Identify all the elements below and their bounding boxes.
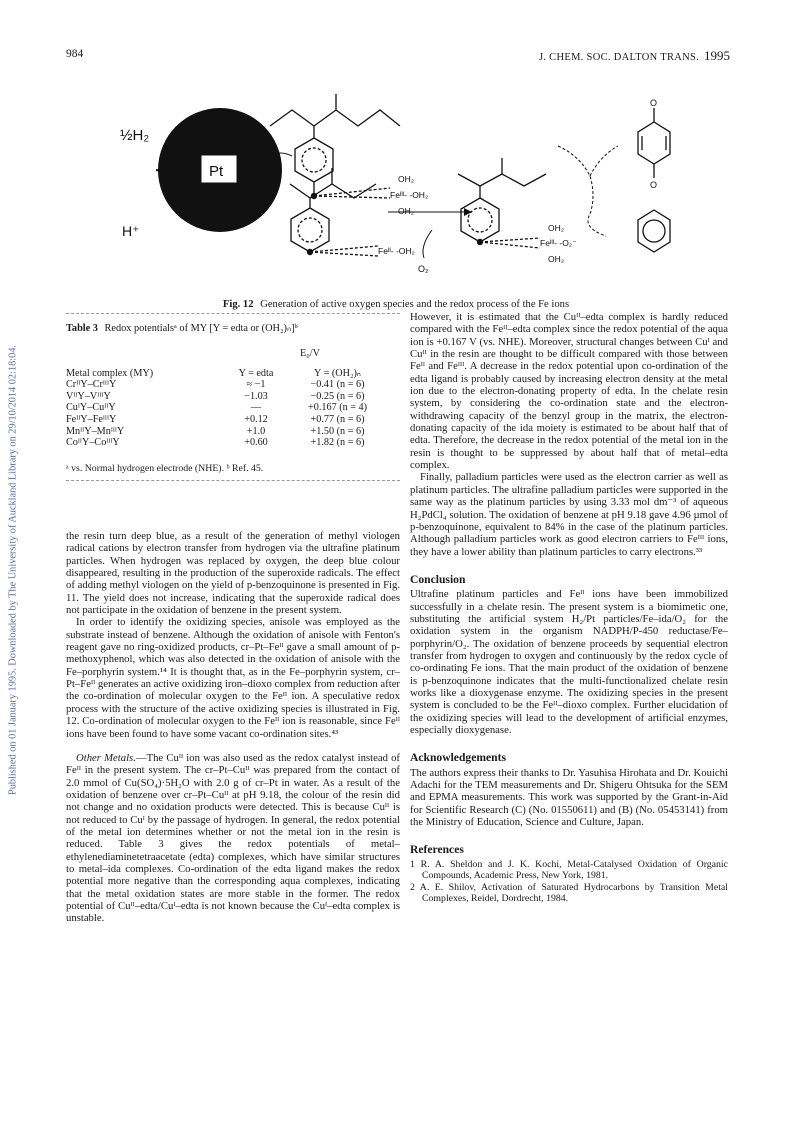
- table-bottom-rule: [66, 480, 400, 481]
- running-header: [539, 48, 730, 64]
- fe2-label: Feᴵᴵ- -OH₂: [378, 246, 415, 256]
- reference-item: 2 A. E. Shilov, Activation of Saturated Hydrocarbons by Transition Metal Complexes, Reidel, Dordrecht, 1984.: [410, 881, 728, 904]
- paragraph: In order to identify the oxidizing species, anisole was employed as the substrate instead of benzene. Although the oxidation of anisole with Fenton's reagent gave no ring-oxidized products, cr–Pt–Feᴵᴵ gave a small amount of p-methoxyphenol, which was also detected in the oxidation of anisole with the Fe–porphyrin system.¹⁴ It is thought that, as in the Fe–porphyrin system, cr–Pt–Feᴵᴵ generates an active oxidizing iron–dioxo complex from reduction after the co-ordination of molecular oxygen to the Feᴵᴵ ion. A speculative redox process with the structure of the active oxidizing species is illustrated in Fig. 12. Co-ordination of molecular oxygen to the Feᴵᴵ ion is reasonable, since Feᴵᴵ ions have been found to have some vacant co-ordination sites.⁴³: [66, 616, 400, 740]
- figure-caption-text: Generation of active oxygen species and the redox process of the Fe ions: [260, 299, 570, 310]
- resin-top: [270, 94, 400, 198]
- table-cell: FeᴵᴵY–FeᴵᴵᴵY: [66, 413, 117, 425]
- benzoquinone-structure: [638, 108, 670, 178]
- table-cell: VᴵᴵY–VᴵᴵᴵY: [66, 390, 111, 402]
- paragraph: the resin turn deep blue, as a result of the generation of methyl viologen radical cations by electron transfer from hydrogen via the ultrafine platinum particles. When hydrogen was replaced by oxygen, the deep blue colour disappeared, resulting in the production of the superoxide radicals. The effect of adding methyl viologen on the yield of p-benzoquinone is presented in Fig. 11. The yield does not increase, indicating that the superoxide radical does not participate in the oxidation of benzene in the present system.: [66, 530, 400, 617]
- paragraph: Finally, palladium particles were used as the electron carrier as well as platinum particles. The ultrafine palladium particles were supported in the same way as the platinum particles by using 3.33 mol dm⁻³ of aqueous H₂PdCl₄ solution. The oxidation of benzene at pH 9.18 gave 4.96 µmol of p-benzoquinone, equivalent to 84% in the case of the platinum particles. Although palladium particles work as good electron carriers to Feᴵᴵᴵ ions, they have a lower ability than platinum particles to carry electrons.³³: [410, 471, 728, 558]
- resin-bottom-right: [458, 158, 546, 248]
- column-header: Y = edta: [238, 367, 274, 379]
- right-column: [410, 311, 728, 904]
- table-cell: +0.60: [244, 437, 268, 449]
- table-cell: +1.50 (n = 6): [310, 425, 365, 437]
- table-header-row: [66, 368, 373, 380]
- fe3-right-label: Feᴵᴵᴵ- -O₂⁻: [540, 238, 577, 248]
- conclusion-heading: Conclusion: [410, 572, 466, 586]
- table-cell: CrᴵᴵY–CrᴵᴵᴵY: [66, 379, 117, 391]
- oh2-label: OH₂: [398, 206, 415, 216]
- table-row: [66, 437, 373, 449]
- table-cell: CoᴵᴵY–CoᴵᴵᴵY: [66, 437, 120, 449]
- resin-bottom-left: [290, 168, 378, 256]
- hplus-label: H⁺: [122, 223, 140, 239]
- subsection-title: Other Metals.: [76, 751, 136, 764]
- table-label: Table 3: [66, 323, 98, 334]
- table-cell: +0.167 (n = 4): [308, 402, 368, 414]
- pt-particle: [156, 108, 282, 232]
- table-row: [66, 402, 373, 414]
- acknowledgements-paragraph: The authors express their thanks to Dr. Yasuhisa Hirohata and Dr. Kouichi Adachi for the TEM measurements and Dr. Shigeru Ohtsuka for the SEM and EPMA measurements. This work was supported by the Grant-in-Aid for Scientific Research (C) (No. 01550611) and (B) (No. 05453141) from the Ministry of Education, Science and Culture, Japan.: [410, 766, 728, 829]
- table-row: [66, 391, 373, 403]
- references-heading: References: [410, 843, 464, 857]
- watermark-text: Published on 01 January 1995. Downloaded by The University of Auckland Library on 29/10/2014 02:18:04.: [7, 345, 19, 795]
- table-cell: +1.82 (n = 6): [310, 437, 365, 449]
- conclusion-paragraph: Ultrafine platinum particles and Feᴵᴵ ions have been immobilized successfully in a chelate resin. The present system is a biomimetic one, substituting the artificial system H₂/Pt particles/Fe–ida/O₂ for the oxidation system in the organism NADPH/P-450 reductase/Fe–porphyrin/O₂. The oxidation of benzene proceeds by sequential electron transfer from hydrogen to oxygen and continuously by the redox cycle of co-ordinating Fe ions. That the main product of the oxidation of benzene is p-benzoquinone indicates that the multi-functionalized chelate resin works like a dioxygenase enzyme. The oxidizing species in the present system is concluded to be the Feᴵᴵ–dioxo complex. Further elucidation of the oxidizing species will lead to the development of artificial enzymes, especially dioxygenase.: [410, 588, 728, 736]
- table-cell: MnᴵᴵY–MnᴵᴵᴵY: [66, 425, 125, 437]
- table-cell: CuᴵY–CuᴵᴵY: [66, 402, 116, 414]
- table-top-rule: [66, 313, 400, 314]
- table-cell: ≈ −1: [246, 379, 266, 391]
- table-footnote: ᵃ vs. Normal hydrogen electrode (NHE). ᵇ Ref. 45.: [66, 463, 264, 474]
- figure-label: Fig. 12: [222, 299, 254, 310]
- table-title: [66, 322, 298, 334]
- oh2-label: OH₂: [548, 223, 565, 233]
- download-watermark: [6, 220, 20, 920]
- redox-potential-table: [66, 348, 373, 449]
- table-header-row: [66, 348, 373, 360]
- benzene-structure: [638, 210, 670, 252]
- table-cell: +1.0: [246, 425, 266, 437]
- journal-year: 1995: [704, 48, 730, 63]
- paragraph: However, it is estimated that the Cuᴵᴵ–edta complex is hardly reduced compared with the Feᴵᴵ–edta complex since the redox potential of the aqua ion is +0.167 V (vs. NHE). Moreover, structural changes between Cuᴵ and Cuᴵᴵ in the resin are thought to be difficult compared with those between Feᴵᴵ and Feᴵᴵᴵ. A decrease in the redox potential upon co-ordination of the edta ligand is probably caused by increasing electron density at the metal ion due to the electron-donating property of edta. In the chelate resin system, by considering the co-ordination state and the electron-withdrawing capacity of the benzyl group in the matrix, the electron-donating capacity of the ida moiety is estimated to be about half that of edta. Therefore, the decrease in the redox potential of the metal ion in the resin is thought to be suppressed by about half that of metal–edta complex.: [410, 311, 728, 472]
- table-cell: −1.03: [244, 390, 268, 402]
- left-column: [66, 530, 400, 925]
- scheme-figure: [120, 86, 680, 292]
- oh2-label: OH₂: [548, 254, 565, 264]
- table-cell: +0.12: [244, 413, 268, 425]
- table-row: [66, 426, 373, 438]
- table-cell: —: [250, 402, 262, 414]
- h2-label: ½H₂: [120, 127, 150, 144]
- page-number: 984: [66, 48, 84, 60]
- table-row: [66, 379, 373, 391]
- table-cell: −0.41 (n = 6): [310, 379, 365, 391]
- o-top-label: O: [650, 98, 658, 108]
- table-row: [66, 414, 373, 426]
- column-header: Metal complex (MY): [66, 367, 154, 379]
- pt-label: Pt: [209, 163, 224, 180]
- table-cell: −0.25 (n = 6): [310, 390, 365, 402]
- reference-item: 1 R. A. Sheldon and J. K. Kochi, Metal-Catalysed Oxidation of Organic Compounds, Academic Press, New York, 1981.: [410, 858, 728, 882]
- table-cell: +0.77 (n = 6): [310, 413, 365, 425]
- oh2-label: OH₂: [398, 174, 415, 184]
- paragraph-other-metals: [66, 752, 400, 925]
- o-bottom-label: O: [650, 180, 658, 190]
- table-title-text: Redox potentialsᵃ of MY [Y = edta or (OH₂)ₙ]ᵇ: [104, 323, 298, 334]
- journal-name: J. CHEM. SOC. DALTON TRANS.: [538, 52, 700, 63]
- references-list: [410, 859, 728, 905]
- o2-label: O₂: [418, 264, 429, 274]
- e0-header: E₀/V: [300, 348, 320, 359]
- fe3-top-label: Feᴵᴵᴵ- -OH₂: [390, 190, 429, 200]
- column-header: Y = (OH₂)ₙ: [314, 367, 361, 379]
- paragraph-text: —The Cuᴵᴵ ion was also used as the redox catalyst instead of Feᴵᴵ in the present system. The cr–Pt–Cuᴵᴵ was prepared from the contact of 2.0 mmol of Cu(SO₄)·5H₂O with 2.0 g of cr–Pt in water. As a result of the oxidation of benzene over cr–Pt–Cuᴵᴵ at pH 9.18, the colour of the resin did not change and no oxidation products were detected. This is because Cuᴵᴵ is not reduced to Cuᴵ by the passage of hydrogen. In general, the redox potential of the metal ion determines whether or not the metal ion in the resin is reduced. Table 3 gives the redox potentials of metal–ethylenediaminetetraacetate (edta) complexes, which have similar structures to metal–ida complexes. Co-ordination of the edta ligand makes the redox potential more negative than the corresponding aqua complexes, indicating that the metal oxidation states are more stable in the former. The redox potential of Cuᴵᴵ–edta/Cuᴵ–edta is not known because the Cuᴵ–edta complex is unstable.: [66, 751, 400, 925]
- figure-caption: [0, 299, 792, 310]
- acknowledgements-heading: Acknowledgements: [410, 751, 506, 765]
